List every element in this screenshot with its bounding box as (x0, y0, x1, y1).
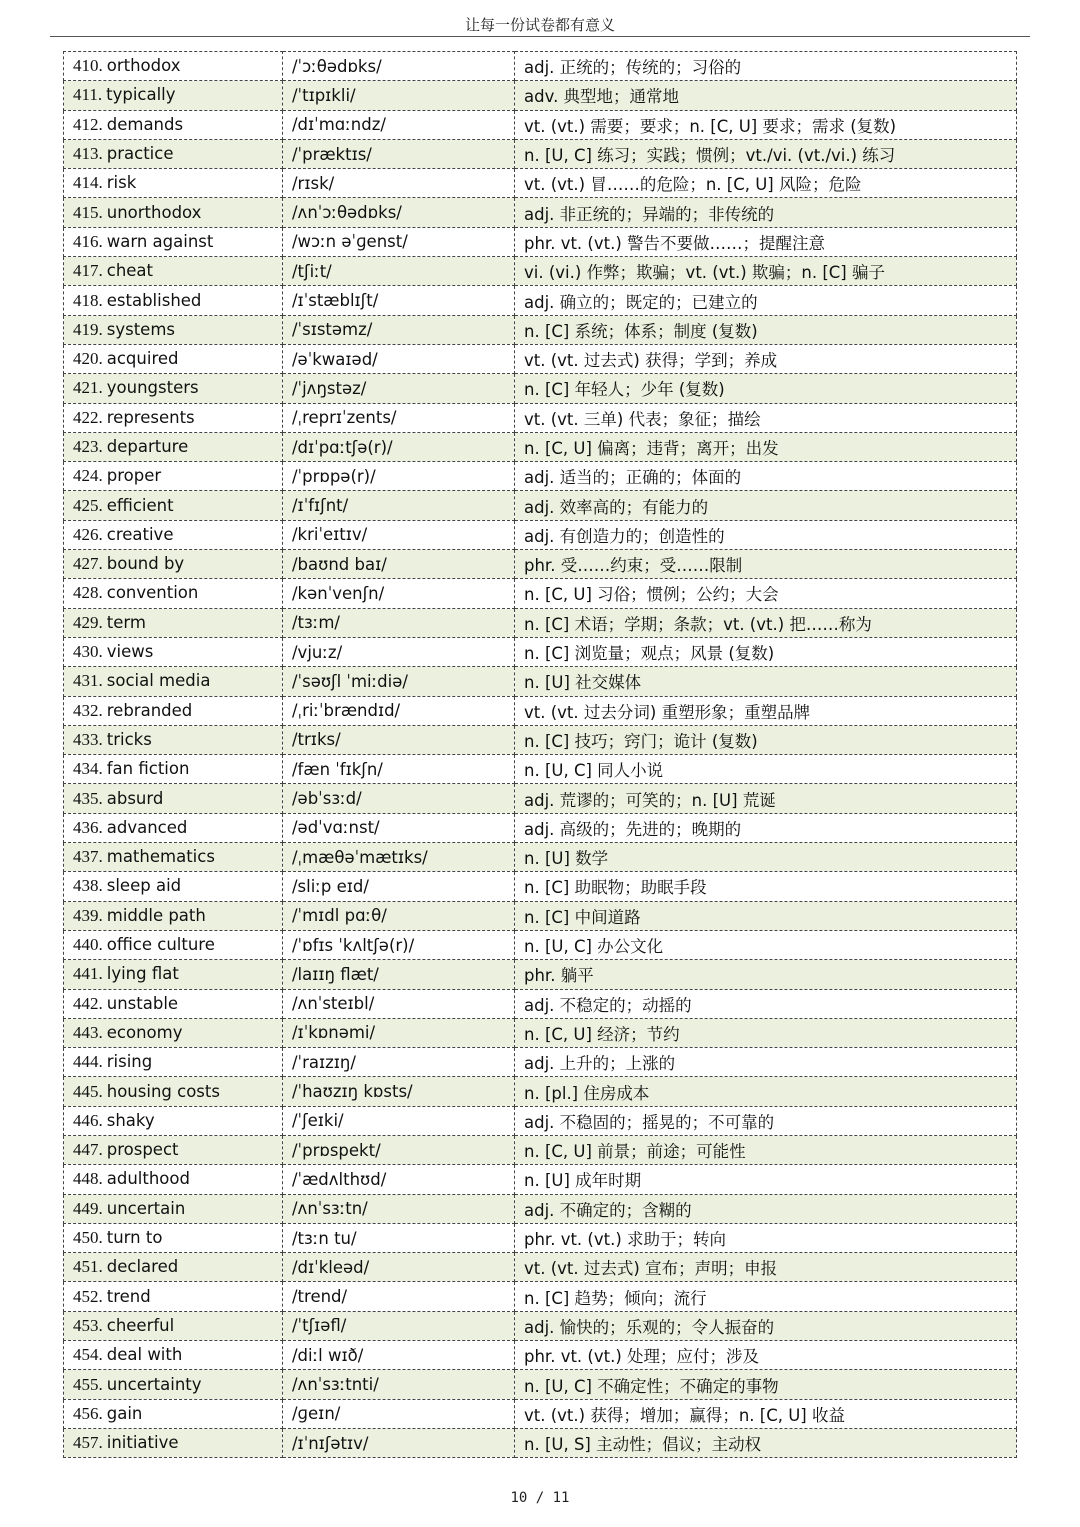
entry-word: economy (106, 1022, 183, 1042)
entry-word: systems (106, 319, 175, 339)
entry-number: 429. (73, 612, 103, 632)
word-cell (64, 139, 283, 168)
entry-number: 413. (73, 144, 103, 164)
phonetic-cell: /ʌnˈsteɪbl/ (283, 989, 515, 1018)
entry-word: acquired (106, 349, 179, 369)
entry-number: 452. (73, 1286, 103, 1306)
entry-number: 435. (73, 788, 103, 808)
definition-cell: n. [C, U] 习俗；惯例；公约；大会 (515, 579, 1017, 608)
entry-number: 441. (73, 964, 103, 984)
definition-cell: phr. 躺平 (515, 960, 1017, 989)
entry-word: middle path (106, 905, 206, 925)
definition-cell: n. [C] 术语；学期；条款；vt. (vt.) 把……称为 (515, 608, 1017, 637)
entry-word: demands (106, 114, 184, 134)
entry-word: represents (106, 407, 195, 427)
definition-cell: adj. 确立的；既定的；已建立的 (515, 286, 1017, 315)
table-row (64, 491, 1017, 520)
entry-word: risk (106, 173, 137, 193)
definition-cell: adj. 荒谬的；可笑的；n. [U] 荒诞 (515, 784, 1017, 813)
word-cell (64, 1428, 283, 1457)
table-row (64, 696, 1017, 725)
entry-number: 432. (73, 700, 103, 720)
entry-word: adulthood (106, 1169, 190, 1189)
entry-number: 424. (73, 466, 103, 486)
phonetic-cell: /trɪks/ (283, 725, 515, 754)
entry-number: 411. (73, 85, 103, 105)
table-row (64, 198, 1017, 227)
word-cell (64, 667, 283, 696)
word-cell (64, 110, 283, 139)
word-cell (64, 843, 283, 872)
table-row (64, 110, 1017, 139)
entry-number: 450. (73, 1228, 103, 1248)
definition-cell: adj. 效率高的；有能力的 (515, 491, 1017, 520)
phonetic-cell: /ˈʃeɪki/ (283, 1106, 515, 1135)
definition-cell: adj. 适当的；正确的；体面的 (515, 462, 1017, 491)
entry-number: 427. (73, 554, 103, 574)
entry-word: unstable (106, 993, 179, 1013)
table-row (64, 1370, 1017, 1399)
word-cell (64, 930, 283, 959)
entry-word: turn to (106, 1228, 163, 1248)
entry-number: 446. (73, 1110, 103, 1130)
definition-cell: adj. 不确定的；含糊的 (515, 1194, 1017, 1223)
definition-cell: vt. (vt. 过去式) 宣布；声明；申报 (515, 1253, 1017, 1282)
table-row (64, 637, 1017, 666)
entry-number: 410. (73, 56, 103, 76)
definition-cell: n. [U, S] 主动性；倡议；主动权 (515, 1428, 1017, 1457)
entry-word: cheerful (106, 1315, 175, 1335)
word-cell (64, 608, 283, 637)
table-row (64, 257, 1017, 286)
table-row (64, 1399, 1017, 1428)
phonetic-cell: /ˌreprɪˈzents/ (283, 403, 515, 432)
definition-cell: n. [C] 年轻人；少年 (复数) (515, 374, 1017, 403)
phonetic-cell: /dɪˈkleəd/ (283, 1253, 515, 1282)
phonetic-cell: /dɪˈpɑːtʃə(r)/ (283, 432, 515, 461)
entry-word: trend (106, 1286, 151, 1306)
word-cell (64, 520, 283, 549)
table-row (64, 1135, 1017, 1164)
definition-cell: adj. 不稳固的；摇晃的；不可靠的 (515, 1106, 1017, 1135)
definition-cell: n. [C] 系统；体系；制度 (复数) (515, 315, 1017, 344)
entry-number: 416. (73, 231, 103, 251)
table-row (64, 315, 1017, 344)
phonetic-cell: /kriˈeɪtɪv/ (283, 520, 515, 549)
phonetic-cell: /tɜːn tu/ (283, 1223, 515, 1252)
phonetic-cell: /ˈraɪzɪŋ/ (283, 1048, 515, 1077)
table-row (64, 725, 1017, 754)
vocabulary-table (63, 51, 1017, 1458)
entry-word: cheat (106, 261, 154, 281)
entry-word: practice (106, 144, 174, 164)
phonetic-cell: /ˌmæθəˈmætɪks/ (283, 843, 515, 872)
phonetic-cell: /ɡeɪn/ (283, 1399, 515, 1428)
phonetic-cell: /trend/ (283, 1282, 515, 1311)
phonetic-cell: /ˈhaʊzɪŋ kɒsts/ (283, 1077, 515, 1106)
entry-word: rebranded (106, 700, 193, 720)
table-row (64, 1428, 1017, 1457)
word-cell (64, 1106, 283, 1135)
entry-word: prospect (106, 1140, 179, 1160)
phonetic-cell: /wɔːn əˈɡenst/ (283, 227, 515, 256)
phonetic-cell: /ˈmɪdl pɑːθ/ (283, 901, 515, 930)
word-cell (64, 550, 283, 579)
table-row (64, 1311, 1017, 1340)
entry-word: term (106, 612, 146, 632)
phonetic-cell: /ˈɒfɪs ˈkʌltʃə(r)/ (283, 930, 515, 959)
entry-word: declared (106, 1257, 179, 1277)
definition-cell: n. [U, C] 练习；实践；惯例；vt./vi. (vt./vi.) 练习 (515, 139, 1017, 168)
word-cell (64, 52, 283, 81)
table-row (64, 1194, 1017, 1223)
definition-cell: n. [U, C] 办公文化 (515, 930, 1017, 959)
entry-number: 415. (73, 202, 103, 222)
entry-word: bound by (106, 554, 185, 574)
entry-number: 433. (73, 729, 103, 749)
entry-word: housing costs (106, 1081, 220, 1101)
phonetic-cell: /ˈædʌlthʊd/ (283, 1165, 515, 1194)
table-row (64, 1018, 1017, 1047)
word-cell (64, 432, 283, 461)
phonetic-cell: /ʌnˈsɜːtn/ (283, 1194, 515, 1223)
word-cell (64, 1077, 283, 1106)
entry-number: 454. (73, 1345, 103, 1365)
word-cell (64, 1194, 283, 1223)
definition-cell: adj. 正统的；传统的；习俗的 (515, 52, 1017, 81)
table-row (64, 989, 1017, 1018)
word-cell (64, 1165, 283, 1194)
entry-number: 431. (73, 671, 103, 691)
table-row (64, 1341, 1017, 1370)
word-cell (64, 403, 283, 432)
definition-cell: vi. (vi.) 作弊；欺骗；vt. (vt.) 欺骗；n. [C] 骗子 (515, 257, 1017, 286)
table-row (64, 227, 1017, 256)
definition-cell: n. [U, C] 不确定性；不确定的事物 (515, 1370, 1017, 1399)
entry-word: initiative (106, 1433, 179, 1453)
table-row (64, 843, 1017, 872)
entry-number: 451. (73, 1257, 103, 1277)
entry-word: efficient (106, 495, 174, 515)
entry-number: 423. (73, 437, 103, 456)
word-cell (64, 198, 283, 227)
table-row (64, 930, 1017, 959)
phonetic-cell: /ˈprɒspekt/ (283, 1135, 515, 1164)
definition-cell: vt. (vt.) 冒……的危险；n. [C, U] 风险；危险 (515, 169, 1017, 198)
table-row (64, 667, 1017, 696)
entry-word: mathematics (106, 847, 215, 867)
entry-number: 425. (73, 495, 103, 515)
phonetic-cell: /ɪˈstæblɪʃt/ (283, 286, 515, 315)
entry-number: 434. (73, 759, 103, 779)
phonetic-cell: /kənˈvenʃn/ (283, 579, 515, 608)
word-cell (64, 637, 283, 666)
phonetic-cell: /ˈsəʊʃl ˈmiːdiə/ (283, 667, 515, 696)
table-row (64, 608, 1017, 637)
table-row (64, 52, 1017, 81)
entry-word: uncertainty (106, 1374, 202, 1394)
phonetic-cell: /ˈprɒpə(r)/ (283, 462, 515, 491)
word-cell (64, 227, 283, 256)
word-cell (64, 1253, 283, 1282)
word-cell (64, 755, 283, 784)
entry-number: 456. (73, 1403, 103, 1423)
table-row (64, 1223, 1017, 1252)
entry-number: 412. (73, 114, 103, 134)
word-cell (64, 374, 283, 403)
table-row (64, 755, 1017, 784)
definition-cell: n. [U] 成年时期 (515, 1165, 1017, 1194)
table-row (64, 1165, 1017, 1194)
table-row (64, 520, 1017, 549)
phonetic-cell: /ˈjʌŋstəz/ (283, 374, 515, 403)
word-cell (64, 1341, 283, 1370)
table-row (64, 784, 1017, 813)
definition-cell: adj. 上升的；上涨的 (515, 1048, 1017, 1077)
entry-number: 453. (73, 1315, 103, 1335)
phonetic-cell: /laɪɪŋ flæt/ (283, 960, 515, 989)
entry-number: 442. (73, 993, 103, 1013)
word-cell (64, 1048, 283, 1077)
phonetic-cell: /ˌriːˈbrændɪd/ (283, 696, 515, 725)
table-row (64, 462, 1017, 491)
definition-cell: phr. vt. (vt.) 警告不要做……；提醒注意 (515, 227, 1017, 256)
definition-cell: vt. (vt. 三单) 代表；象征；描绘 (515, 403, 1017, 432)
definition-cell: n. [C] 浏览量；观点；风景 (复数) (515, 637, 1017, 666)
definition-cell: n. [C] 趋势；倾向；流行 (515, 1282, 1017, 1311)
entry-number: 438. (73, 876, 103, 896)
word-cell (64, 1311, 283, 1340)
phonetic-cell: /vjuːz/ (283, 637, 515, 666)
word-cell (64, 81, 283, 110)
definition-cell: n. [C] 技巧；窍门；诡计 (复数) (515, 725, 1017, 754)
table-row (64, 139, 1017, 168)
word-cell (64, 315, 283, 344)
entry-number: 457. (73, 1433, 103, 1453)
word-cell (64, 813, 283, 842)
table-row (64, 1048, 1017, 1077)
page-number: 10 / 11 (510, 1490, 570, 1506)
definition-cell: n. [pl.] 住房成本 (515, 1077, 1017, 1106)
table-row (64, 1077, 1017, 1106)
definition-cell: phr. 受……约束；受……限制 (515, 550, 1017, 579)
entry-word: views (106, 642, 154, 662)
definition-cell: vt. (vt.) 获得；增加；赢得；n. [C, U] 收益 (515, 1399, 1017, 1428)
word-cell (64, 491, 283, 520)
entry-word: tricks (106, 729, 152, 749)
entry-word: fan fiction (106, 759, 190, 779)
definition-cell: phr. vt. (vt.) 处理；应付；涉及 (515, 1341, 1017, 1370)
table-row (64, 579, 1017, 608)
phonetic-cell: /fæn ˈfɪkʃn/ (283, 755, 515, 784)
definition-cell: vt. (vt. 过去分词) 重塑形象；重塑品牌 (515, 696, 1017, 725)
table-row (64, 872, 1017, 901)
table-row (64, 1106, 1017, 1135)
word-cell (64, 901, 283, 930)
entry-number: 430. (73, 642, 103, 662)
entry-word: warn against (106, 231, 214, 251)
table-row (64, 403, 1017, 432)
definition-cell: adj. 愉快的；乐观的；令人振奋的 (515, 1311, 1017, 1340)
entry-number: 440. (73, 935, 103, 955)
entry-word: deal with (106, 1345, 183, 1365)
definition-cell: phr. vt. (vt.) 求助于；转向 (515, 1223, 1017, 1252)
page-header-title: 让每一份试卷都有意义 (464, 16, 615, 34)
entry-number: 437. (73, 847, 103, 867)
table-row (64, 432, 1017, 461)
word-cell (64, 462, 283, 491)
entry-word: advanced (106, 817, 188, 837)
entry-number: 449. (73, 1198, 103, 1218)
header-divider (50, 36, 1030, 37)
word-cell (64, 1282, 283, 1311)
word-cell (64, 257, 283, 286)
phonetic-cell: /baʊnd baɪ/ (283, 550, 515, 579)
entry-word: sleep aid (106, 876, 182, 896)
phonetic-cell: /ʌnˈsɜːtnti/ (283, 1370, 515, 1399)
phonetic-cell: /ˈsɪstəmz/ (283, 315, 515, 344)
entry-word: gain (106, 1403, 143, 1423)
definition-cell: n. [U, C] 同人小说 (515, 755, 1017, 784)
entry-number: 439. (73, 905, 103, 925)
word-cell (64, 725, 283, 754)
entry-number: 418. (73, 290, 103, 310)
entry-word: typically (106, 85, 176, 105)
word-cell (64, 169, 283, 198)
word-cell (64, 1018, 283, 1047)
entry-word: orthodox (106, 56, 181, 76)
definition-cell: adj. 高级的；先进的；晚期的 (515, 813, 1017, 842)
phonetic-cell: /tʃiːt/ (283, 257, 515, 286)
entry-word: departure (106, 437, 189, 456)
phonetic-cell: /ˈtɪpɪkli/ (283, 81, 515, 110)
entry-number: 417. (73, 261, 103, 281)
entry-number: 428. (73, 583, 103, 603)
definition-cell: adj. 有创造力的；创造性的 (515, 520, 1017, 549)
definition-cell: n. [U] 数学 (515, 843, 1017, 872)
definition-cell: n. [C, U] 经济；节约 (515, 1018, 1017, 1047)
definition-cell: n. [U] 社交媒体 (515, 667, 1017, 696)
phonetic-cell: /əbˈsɜːd/ (283, 784, 515, 813)
word-cell (64, 1135, 283, 1164)
entry-number: 419. (73, 319, 103, 339)
phonetic-cell: /ɪˈkɒnəmi/ (283, 1018, 515, 1047)
table-row (64, 1253, 1017, 1282)
table-row (64, 374, 1017, 403)
entry-word: absurd (106, 788, 164, 808)
entry-word: uncertain (106, 1198, 186, 1218)
table-row (64, 344, 1017, 373)
entry-word: convention (106, 583, 199, 603)
table-row (64, 81, 1017, 110)
phonetic-cell: /ɪˈnɪʃətɪv/ (283, 1428, 515, 1457)
phonetic-cell: /ɪˈfɪʃnt/ (283, 491, 515, 520)
word-cell (64, 344, 283, 373)
definition-cell: n. [C] 助眠物；助眠手段 (515, 872, 1017, 901)
table-row (64, 960, 1017, 989)
word-cell (64, 872, 283, 901)
table-row (64, 901, 1017, 930)
word-cell (64, 579, 283, 608)
entry-word: social media (106, 671, 211, 691)
table-row (64, 169, 1017, 198)
phonetic-cell: /ˈpræktɪs/ (283, 139, 515, 168)
table-row (64, 286, 1017, 315)
entry-number: 447. (73, 1140, 103, 1160)
table-row (64, 813, 1017, 842)
phonetic-cell: /rɪsk/ (283, 169, 515, 198)
definition-cell: vt. (vt. 过去式) 获得；学到；养成 (515, 344, 1017, 373)
definition-cell: adj. 非正统的；异端的；非传统的 (515, 198, 1017, 227)
definition-cell: adv. 典型地；通常地 (515, 81, 1017, 110)
entry-number: 448. (73, 1169, 103, 1189)
definition-cell: n. [C, U] 偏离；违背；离开；出发 (515, 432, 1017, 461)
phonetic-cell: /sliːp eɪd/ (283, 872, 515, 901)
word-cell (64, 1223, 283, 1252)
entry-word: shaky (106, 1110, 155, 1130)
entry-word: rising (106, 1052, 153, 1072)
word-cell (64, 989, 283, 1018)
definition-cell: adj. 不稳定的；动摇的 (515, 989, 1017, 1018)
entry-number: 422. (73, 407, 103, 427)
entry-word: office culture (106, 935, 215, 955)
entry-number: 436. (73, 817, 103, 837)
word-cell (64, 1399, 283, 1428)
definition-cell: vt. (vt.) 需要；要求；n. [C, U] 要求；需求 (复数) (515, 110, 1017, 139)
definition-cell: n. [C, U] 前景；前途；可能性 (515, 1135, 1017, 1164)
entry-number: 443. (73, 1022, 103, 1042)
word-cell (64, 696, 283, 725)
word-cell (64, 960, 283, 989)
table-row (64, 550, 1017, 579)
word-cell (64, 1370, 283, 1399)
phonetic-cell: /ʌnˈɔːθədɒks/ (283, 198, 515, 227)
phonetic-cell: /dɪˈmɑːndz/ (283, 110, 515, 139)
vocabulary-table-body (64, 52, 1017, 1458)
entry-word: unorthodox (106, 202, 202, 222)
entry-word: lying flat (106, 964, 179, 984)
entry-word: proper (106, 466, 162, 486)
word-cell (64, 784, 283, 813)
entry-number: 414. (73, 173, 103, 193)
table-row (64, 1282, 1017, 1311)
definition-cell: n. [C] 中间道路 (515, 901, 1017, 930)
entry-number: 420. (73, 349, 103, 369)
entry-word: youngsters (106, 378, 199, 398)
word-cell (64, 286, 283, 315)
entry-number: 445. (73, 1081, 103, 1101)
phonetic-cell: /ˈtʃɪəfl/ (283, 1311, 515, 1340)
phonetic-cell: /tɜːm/ (283, 608, 515, 637)
phonetic-cell: /ədˈvɑːnst/ (283, 813, 515, 842)
entry-number: 421. (73, 378, 103, 398)
entry-number: 455. (73, 1374, 103, 1394)
phonetic-cell: /əˈkwaɪəd/ (283, 344, 515, 373)
entry-number: 444. (73, 1052, 103, 1072)
entry-number: 426. (73, 524, 103, 544)
entry-word: creative (106, 524, 174, 544)
phonetic-cell: /diːl wɪð/ (283, 1341, 515, 1370)
entry-word: established (106, 290, 202, 310)
phonetic-cell: /ˈɔːθədɒks/ (283, 52, 515, 81)
